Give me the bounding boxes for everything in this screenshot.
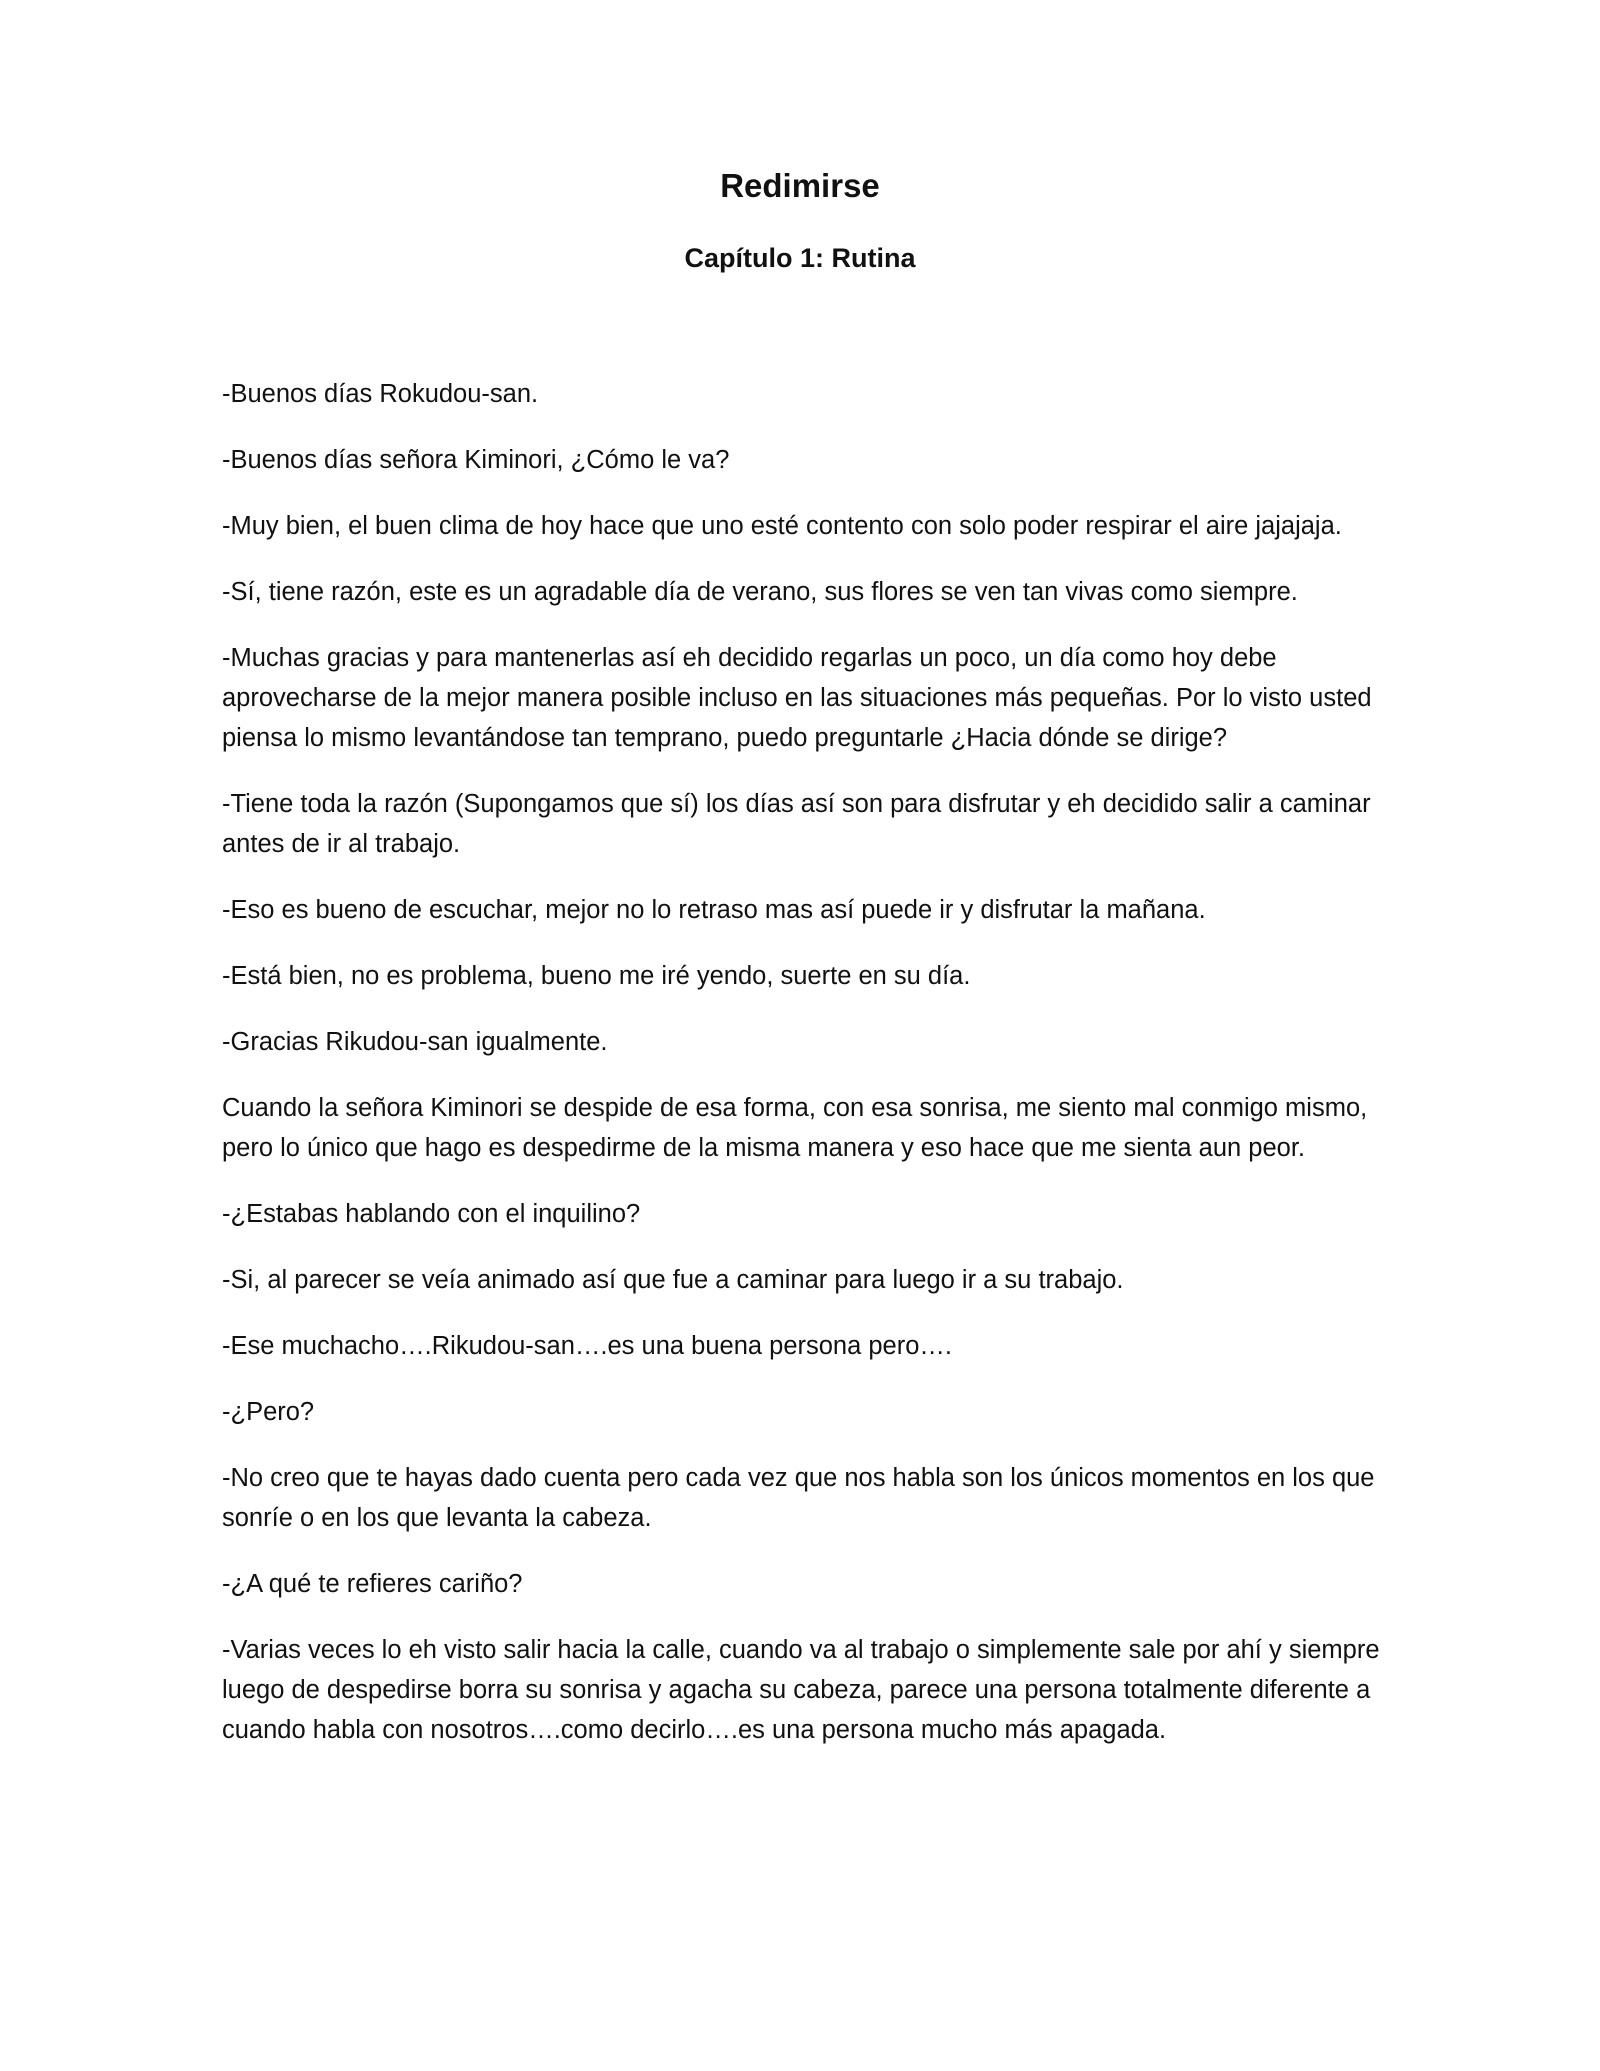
document-title: Redimirse (720, 167, 880, 204)
paragraph: -Está bien, no es problema, bueno me iré yendo, suerte en su día. (222, 962, 971, 990)
paragraph: Cuando la señora Kiminori se despide de esa forma, con esa sonrisa, me siento mal conmigo mismo, pero lo único que hago es despedirme de la misma manera y eso hace que me sienta aun peor. (222, 1094, 1368, 1162)
paragraph: -Buenos días señora Kiminori, ¿Cómo le va? (222, 446, 730, 474)
paragraph: -¿Estabas hablando con el inquilino? (222, 1200, 641, 1228)
paragraph: -Tiene toda la razón (Supongamos que sí) los días así son para disfrutar y eh decidido salir a caminar antes de ir al trabajo. (222, 790, 1371, 858)
paragraph: -No creo que te hayas dado cuenta pero cada vez que nos habla son los únicos momentos en los que sonríe o en los que levanta la cabeza. (222, 1464, 1375, 1532)
paragraph: -Buenos días Rokudou-san. (222, 380, 539, 408)
paragraph: -¿Pero? (222, 1398, 315, 1426)
paragraph: -Muchas gracias y para mantenerlas así eh decidido regarlas un poco, un día como hoy debe aprovecharse de la mejor manera posible incluso en las situaciones más pequeñas. Por lo visto usted piensa lo mismo levantándose tan temprano, puedo preguntarle ¿Hacia dónde se dirige? (222, 644, 1372, 752)
paragraph: -Muy bien, el buen clima de hoy hace que uno esté contento con solo poder respirar el aire jajajaja. (222, 512, 1342, 540)
paragraph: -Eso es bueno de escuchar, mejor no lo retraso mas así puede ir y disfrutar la mañana. (222, 896, 1206, 924)
paragraph: -Varias veces lo eh visto salir hacia la calle, cuando va al trabajo o simplemente sale por ahí y siempre luego de despedirse borra su sonrisa y agacha su cabeza, parece una persona totalmente diferente a cuando habla con nosotros….como decirlo….es una persona mucho más apagada. (222, 1636, 1380, 1744)
paragraph: -Gracias Rikudou-san igualmente. (222, 1028, 608, 1056)
paragraph: -Sí, tiene razón, este es un agradable día de verano, sus flores se ven tan vivas como siempre. (222, 578, 1298, 606)
paragraph: -Si, al parecer se veía animado así que fue a caminar para luego ir a su trabajo. (222, 1266, 1124, 1294)
chapter-title: Capítulo 1: Rutina (684, 243, 916, 273)
paragraph: -Ese muchacho….Rikudou-san….es una buena persona pero…. (222, 1332, 952, 1360)
document-body (222, 374, 1382, 1776)
paragraph: -¿A qué te refieres cariño? (222, 1570, 523, 1598)
